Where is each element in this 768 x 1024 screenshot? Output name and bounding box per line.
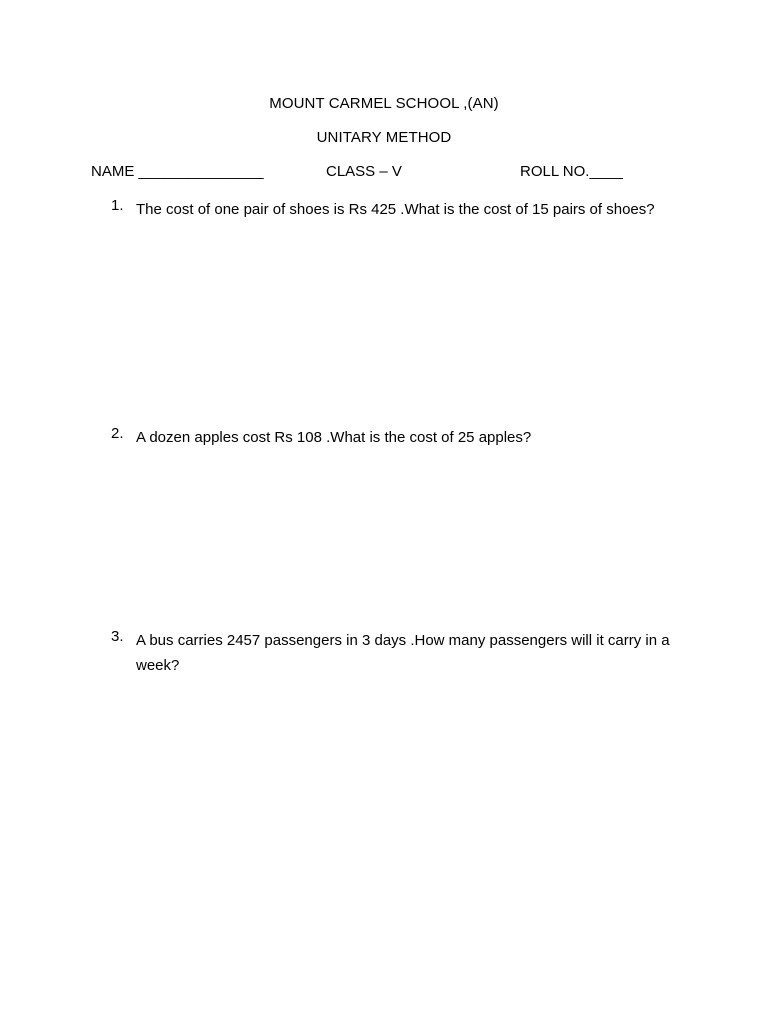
worksheet-title: UNITARY METHOD xyxy=(316,129,452,146)
question-number: 1. xyxy=(111,197,124,214)
name-field: NAME _______________ xyxy=(91,163,264,180)
question-text: The cost of one pair of shoes is Rs 425 .What is the cost of 15 pairs of shoes? xyxy=(136,201,655,218)
roll-number-field: ROLL NO.____ xyxy=(520,163,623,180)
student-info-row xyxy=(0,163,768,185)
school-name: MOUNT CARMEL SCHOOL ,(AN) xyxy=(269,95,499,112)
question-number: 2. xyxy=(111,425,124,442)
class-field: CLASS – V xyxy=(326,163,402,180)
question-text: A dozen apples cost Rs 108 .What is the cost of 25 apples? xyxy=(136,429,532,446)
question-text: A bus carries 2457 passengers in 3 days .How many passengers will it carry in a week? xyxy=(136,632,670,674)
question-number: 3. xyxy=(111,628,124,645)
